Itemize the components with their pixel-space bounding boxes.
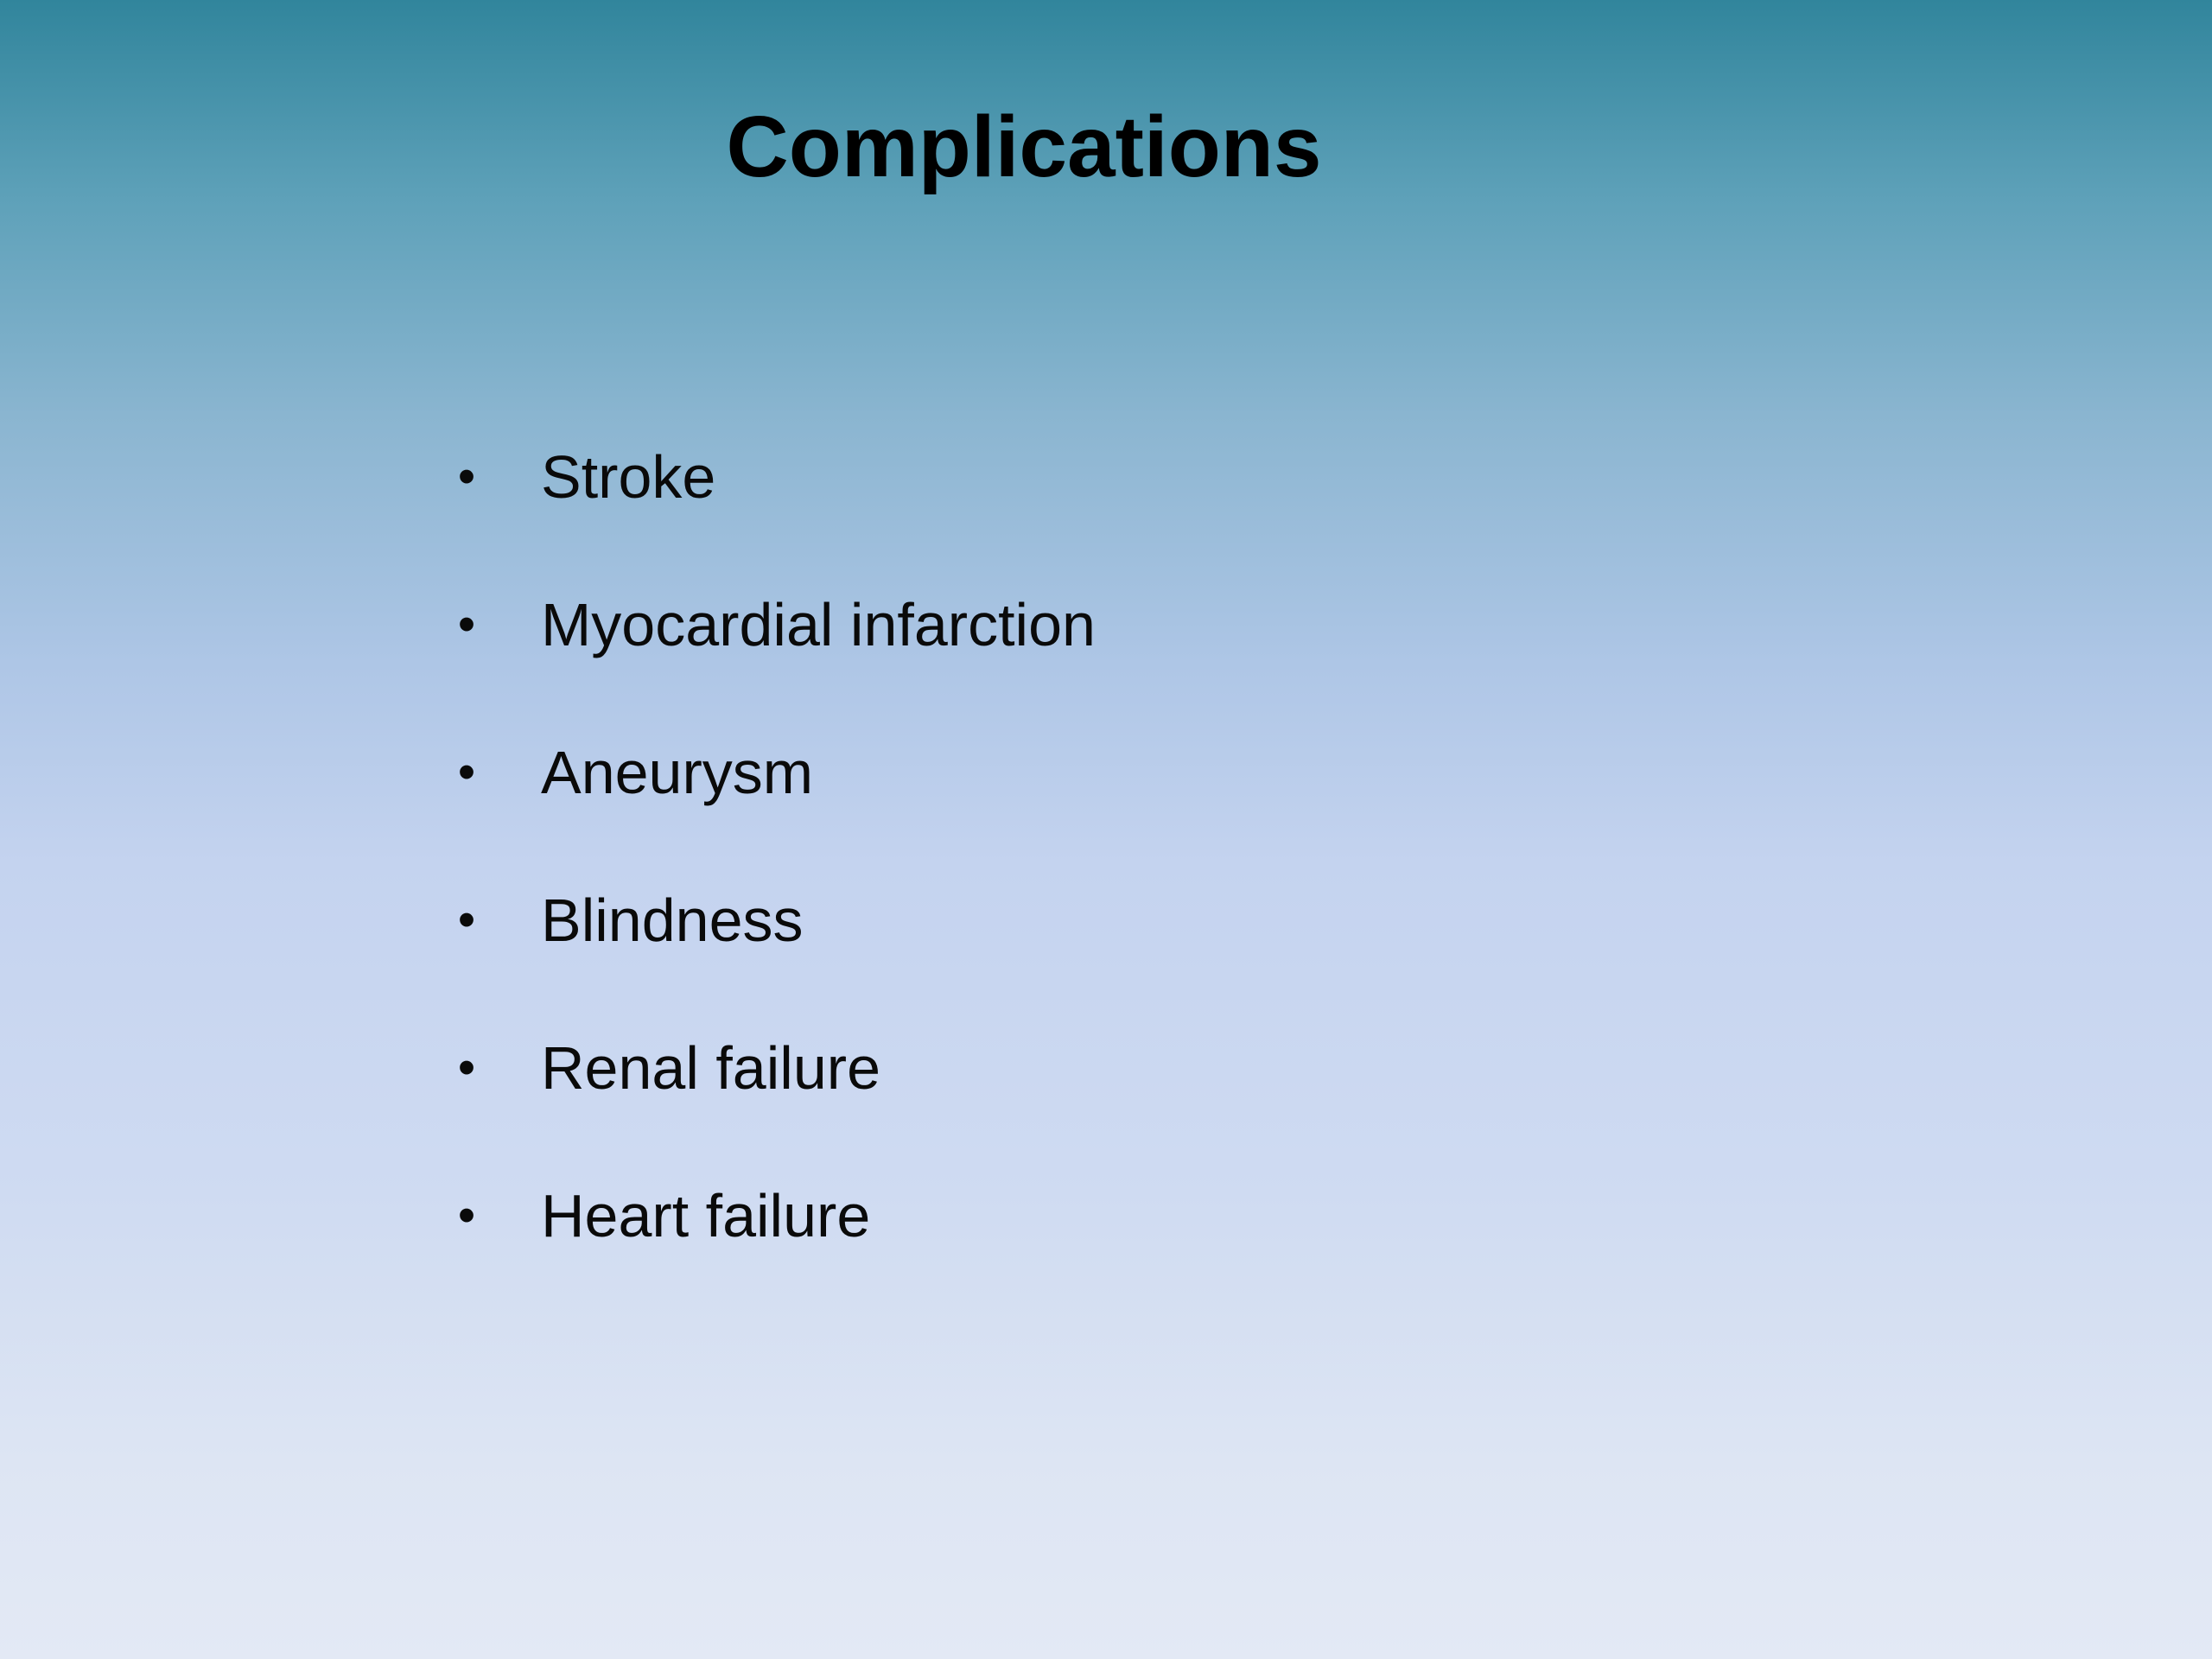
list-item-text: Myocardial infarction (541, 591, 1096, 658)
bullet-icon: • (457, 892, 476, 948)
bullet-icon: • (457, 744, 476, 800)
list-item-text: Stroke (541, 443, 716, 511)
bullet-icon: • (457, 1187, 476, 1243)
list-item-text: Heart failure (541, 1182, 871, 1249)
list-item-text: Blindness (541, 887, 804, 954)
bullet-icon: • (457, 596, 476, 652)
slide-title: Complications (726, 99, 1322, 195)
bullet-icon: • (457, 1039, 476, 1096)
bullet-icon: • (457, 448, 476, 505)
list-item-text: Renal failure (541, 1034, 880, 1102)
list-item-text: Aneurysm (541, 739, 814, 806)
